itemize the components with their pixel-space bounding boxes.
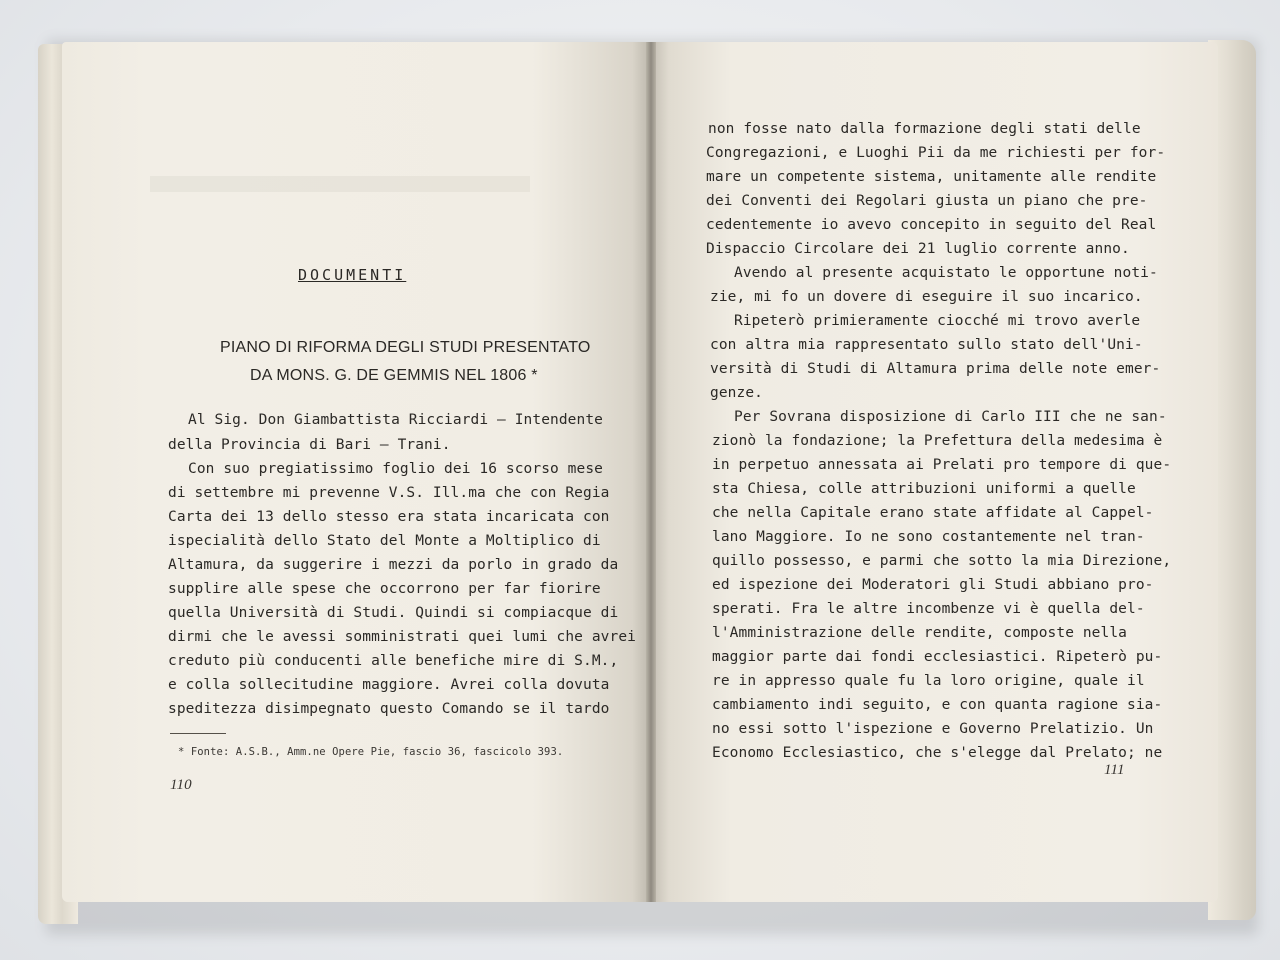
right-text-line: zie, mi fo un dovere di eseguire il suo incarico. [710, 289, 1143, 305]
right-text-line: che nella Capitale erano state affidate al Cappel- [712, 505, 1154, 521]
left-text-line: dirmi che le avessi somministrati quei lumi che avrei [168, 629, 636, 645]
document-heading-line-1: PIANO DI RIFORMA DEGLI STUDI PRESENTATO [220, 339, 591, 356]
right-text-line: Dispaccio Circolare dei 21 luglio corrente anno. [706, 241, 1130, 257]
right-text-line: Congregazioni, e Luoghi Pii da me richiesti per for- [706, 145, 1166, 161]
footnote-rule [170, 733, 226, 734]
left-text-line: di settembre mi prevenne V.S. Ill.ma che con Regia [168, 485, 610, 501]
right-text-line: sta Chiesa, colle attribuzioni uniformi a quelle [712, 481, 1136, 497]
right-text-line: Per Sovrana disposizione di Carlo III che ne san- [734, 409, 1167, 425]
section-title: DOCUMENTI [298, 266, 407, 284]
right-text-line: Avendo al presente acquistato le opportune noti- [734, 265, 1158, 281]
right-text-line: l'Amministrazione delle rendite, composte nella [712, 625, 1127, 641]
left-text-line: quella Università di Studi. Quindi si compiacque di [168, 605, 619, 621]
left-text-line: ispecialità dello Stato del Monte a Moltiplico di [168, 533, 601, 549]
right-text-line: cedentemente io avevo concepito in seguito del Real [706, 217, 1157, 233]
right-text-line: con altra mia rappresentato sullo stato dell'Uni- [710, 337, 1143, 353]
right-text-line: non fosse nato dalla formazione degli stati delle [708, 121, 1141, 137]
left-text-line: Altamura, da suggerire i mezzi da porlo in grado da [168, 557, 619, 573]
right-text-line: sperati. Fra le altre incombenze vi è quella del- [712, 601, 1145, 617]
right-text-line: versità di Studi di Altamura prima delle note emer- [710, 361, 1161, 377]
page-number-left: 110 [170, 777, 192, 793]
footnote: * Fonte: A.S.B., Amm.ne Opere Pie, fascio 36, fascicolo 393. [178, 746, 564, 758]
right-text-line: maggior parte dai fondi ecclesiastici. Ripeterò pu- [712, 649, 1163, 665]
document-heading-line-2: DA MONS. G. DE GEMMIS NEL 1806 * [250, 367, 538, 384]
left-text-line: e colla sollecitudine maggiore. Avrei colla dovuta [168, 677, 610, 693]
page-number-right: 111 [1104, 762, 1125, 778]
right-text-line: lano Maggiore. Io ne sono costantemente nel tran- [712, 529, 1145, 545]
right-text-line: genze. [710, 385, 763, 401]
book-gutter [646, 42, 656, 902]
right-text-line: Economo Ecclesiastico, che s'elegge dal Prelato; ne [712, 745, 1163, 761]
right-text-line: mare un competente sistema, unitamente alle rendite [706, 169, 1157, 185]
right-text-line: cambiamento indi seguito, e con quanta ragione sia- [712, 697, 1163, 713]
right-text-line: in perpetuo annessata ai Prelati pro tempore di que- [712, 457, 1172, 473]
left-text-line: creduto più conducenti alle benefiche mire di S.M., [168, 653, 619, 669]
right-text-line: dei Conventi dei Regolari giusta un piano che pre- [706, 193, 1148, 209]
left-text-line: della Provincia di Bari – Trani. [168, 437, 451, 453]
left-text-line: Con suo pregiatissimo foglio dei 16 scorso mese [188, 461, 603, 477]
left-text-line: speditezza disimpegnato questo Comando se il tardo [168, 701, 610, 717]
right-text-line: no essi sotto l'ispezione e Governo Prelatizio. Un [712, 721, 1154, 737]
right-text-line: re in appresso quale fu la loro origine, quale il [712, 673, 1145, 689]
left-text-line: Carta dei 13 dello stesso era stata incaricata con [168, 509, 610, 525]
right-text-line: quillo possesso, e parmi che sotto la mia Direzione, [712, 553, 1172, 569]
right-text-line: zionò la fondazione; la Prefettura della medesima è [712, 433, 1163, 449]
left-text-line: Al Sig. Don Giambattista Ricciardi – Intendente [188, 412, 603, 428]
show-through-text [150, 176, 530, 192]
right-text-line: Ripeterò primieramente ciocché mi trovo averle [734, 313, 1141, 329]
left-text-line: supplire alle spese che occorrono per far fiorire [168, 581, 601, 597]
right-text-line: ed ispezione dei Moderatori gli Studi abbiano pro- [712, 577, 1154, 593]
